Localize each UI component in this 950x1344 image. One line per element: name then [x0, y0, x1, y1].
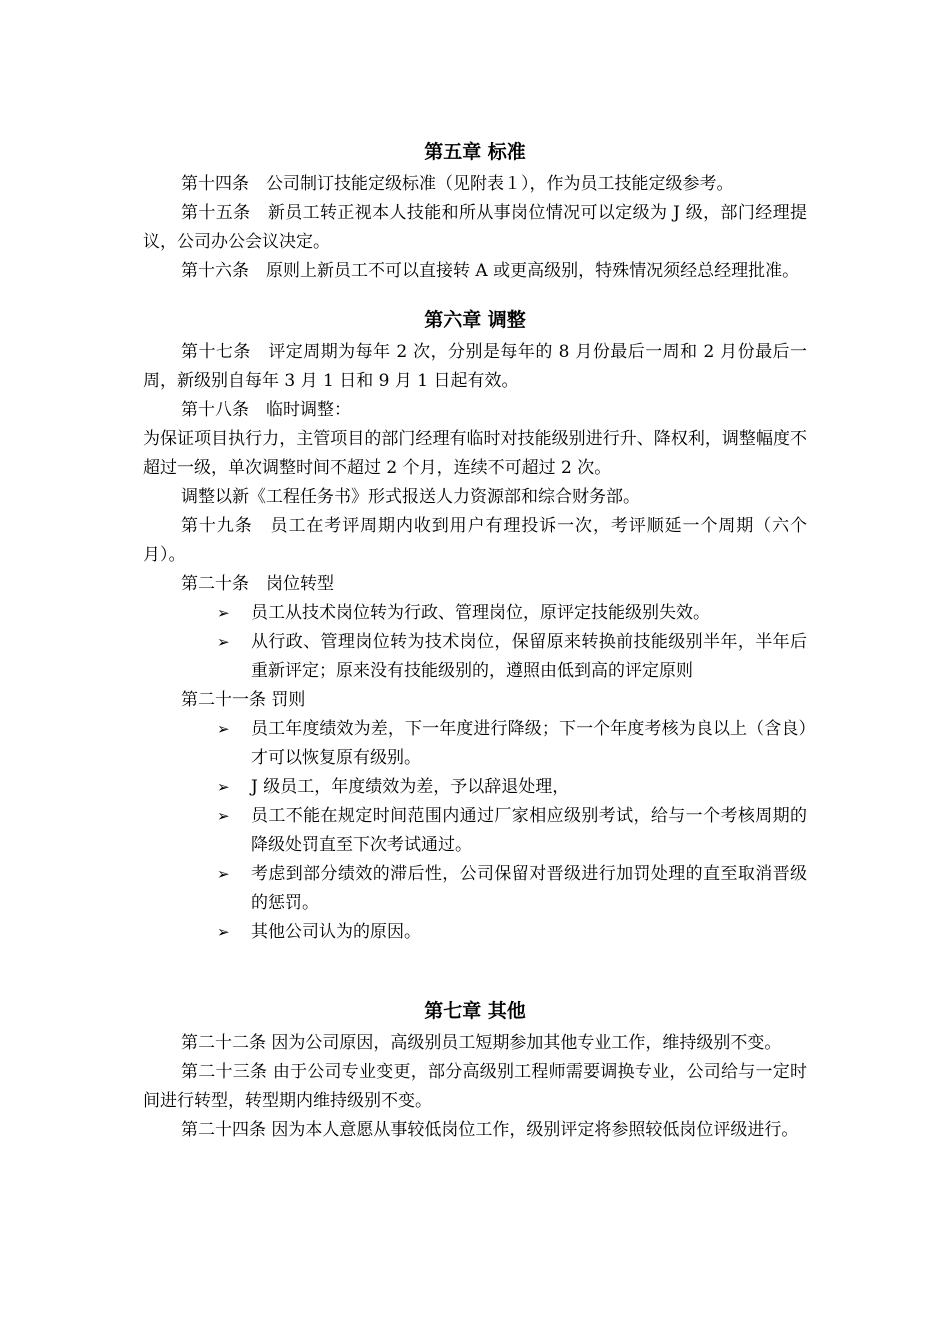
- list-item-text: 从行政、管理岗位转为技术岗位，保留原来转换前技能级别半年，半年后重新评定；原来没有技能级别的，遵照由低到高的评定原则: [251, 632, 807, 681]
- list-item: [143, 860, 807, 918]
- document-page: [143, 134, 807, 1145]
- chapter-7-title: 第七章 其他: [424, 1000, 526, 1022]
- arrow-bullet-icon: ➢: [217, 778, 230, 796]
- arrow-bullet-icon: ➢: [217, 923, 230, 941]
- article-14: 第十四条 公司制订技能定级标准（见附表１），作为员工技能定级参考。: [181, 174, 734, 194]
- article-15: 第十五条 新员工转正视本人技能和所从事岗位情况可以定级为 J 级，部门经理提议，公司办公会议决定。: [143, 203, 807, 252]
- arrow-bullet-icon: ➢: [217, 604, 230, 622]
- article-18: 第十八条 临时调整：: [181, 400, 351, 420]
- list-item-text: 员工不能在规定时间范围内通过厂家相应级别考试，给与一个考核周期的降级处罚直至下次考试通过。: [251, 806, 807, 855]
- article-23: 第二十三条 由于公司专业变更，部分高级别工程师需要调换专业，公司给与一定时间进行转型，转型期内维持级别不变。: [143, 1062, 807, 1111]
- article-16: 第十六条 原则上新员工不可以直接转 A 或更高级别，特殊情况须经总经理批准。: [181, 261, 800, 281]
- arrow-bullet-icon: ➢: [217, 633, 230, 651]
- list-item-text: 员工年度绩效为差，下一年度进行降级；下一个年度考核为良以上（含良）才可以恢复原有级别。: [251, 719, 807, 768]
- list-item: [143, 599, 807, 628]
- list-item: [143, 628, 807, 686]
- list-item-text: 考虑到部分绩效的滞后性，公司保留对晋级进行加罚处理的直至取消晋级的惩罚。: [251, 864, 807, 913]
- chapter-5-title: 第五章 标准: [424, 141, 526, 163]
- arrow-bullet-icon: ➢: [217, 807, 230, 825]
- list-item: [143, 918, 807, 947]
- list-item-text: J 级员工，年度绩效为差，予以辞退处理，: [251, 777, 570, 797]
- list-item-text: 员工从技术岗位转为行政、管理岗位，原评定技能级别失效。: [251, 603, 710, 623]
- article-21: 第二十一条 罚则: [181, 690, 306, 710]
- list-item: [143, 715, 807, 773]
- article-24: 第二十四条 因为本人意愿从事较低岗位工作，级别评定将参照较低岗位评级进行。: [181, 1120, 799, 1140]
- article-17: 第十七条 评定周期为每年 2 次，分别是每年的 8 月份最后一周和 2 月份最后一周，新级别自每年 3 月 1 日和 9 月 1 日起有效。: [143, 342, 807, 391]
- article-19: 第十九条 员工在考评周期内收到用户有理投诉一次，考评顺延一个周期（六个月）。: [143, 516, 807, 565]
- article-18-note: 调整以新《工程任务书》形式报送人力资源部和综合财务部。: [181, 487, 640, 507]
- article-21-list: [143, 715, 807, 947]
- list-item: [143, 802, 807, 860]
- list-item: [143, 773, 807, 802]
- arrow-bullet-icon: ➢: [217, 865, 230, 883]
- arrow-bullet-icon: ➢: [217, 720, 230, 738]
- chapter-6-title: 第六章 调整: [424, 309, 526, 331]
- article-20-list: [143, 599, 807, 686]
- list-item-text: 其他公司认为的原因。: [251, 922, 421, 942]
- article-18-body: 为保证项目执行力，主管项目的部门经理有临时对技能级别进行升、降权利，调整幅度不超过一级，单次调整时间不超过 2 个月，连续不可超过 2 次。: [143, 429, 807, 478]
- article-20: 第二十条 岗位转型: [181, 574, 334, 594]
- article-22: 第二十二条 因为公司原因，高级别员工短期参加其他专业工作，维持级别不变。: [181, 1033, 782, 1053]
